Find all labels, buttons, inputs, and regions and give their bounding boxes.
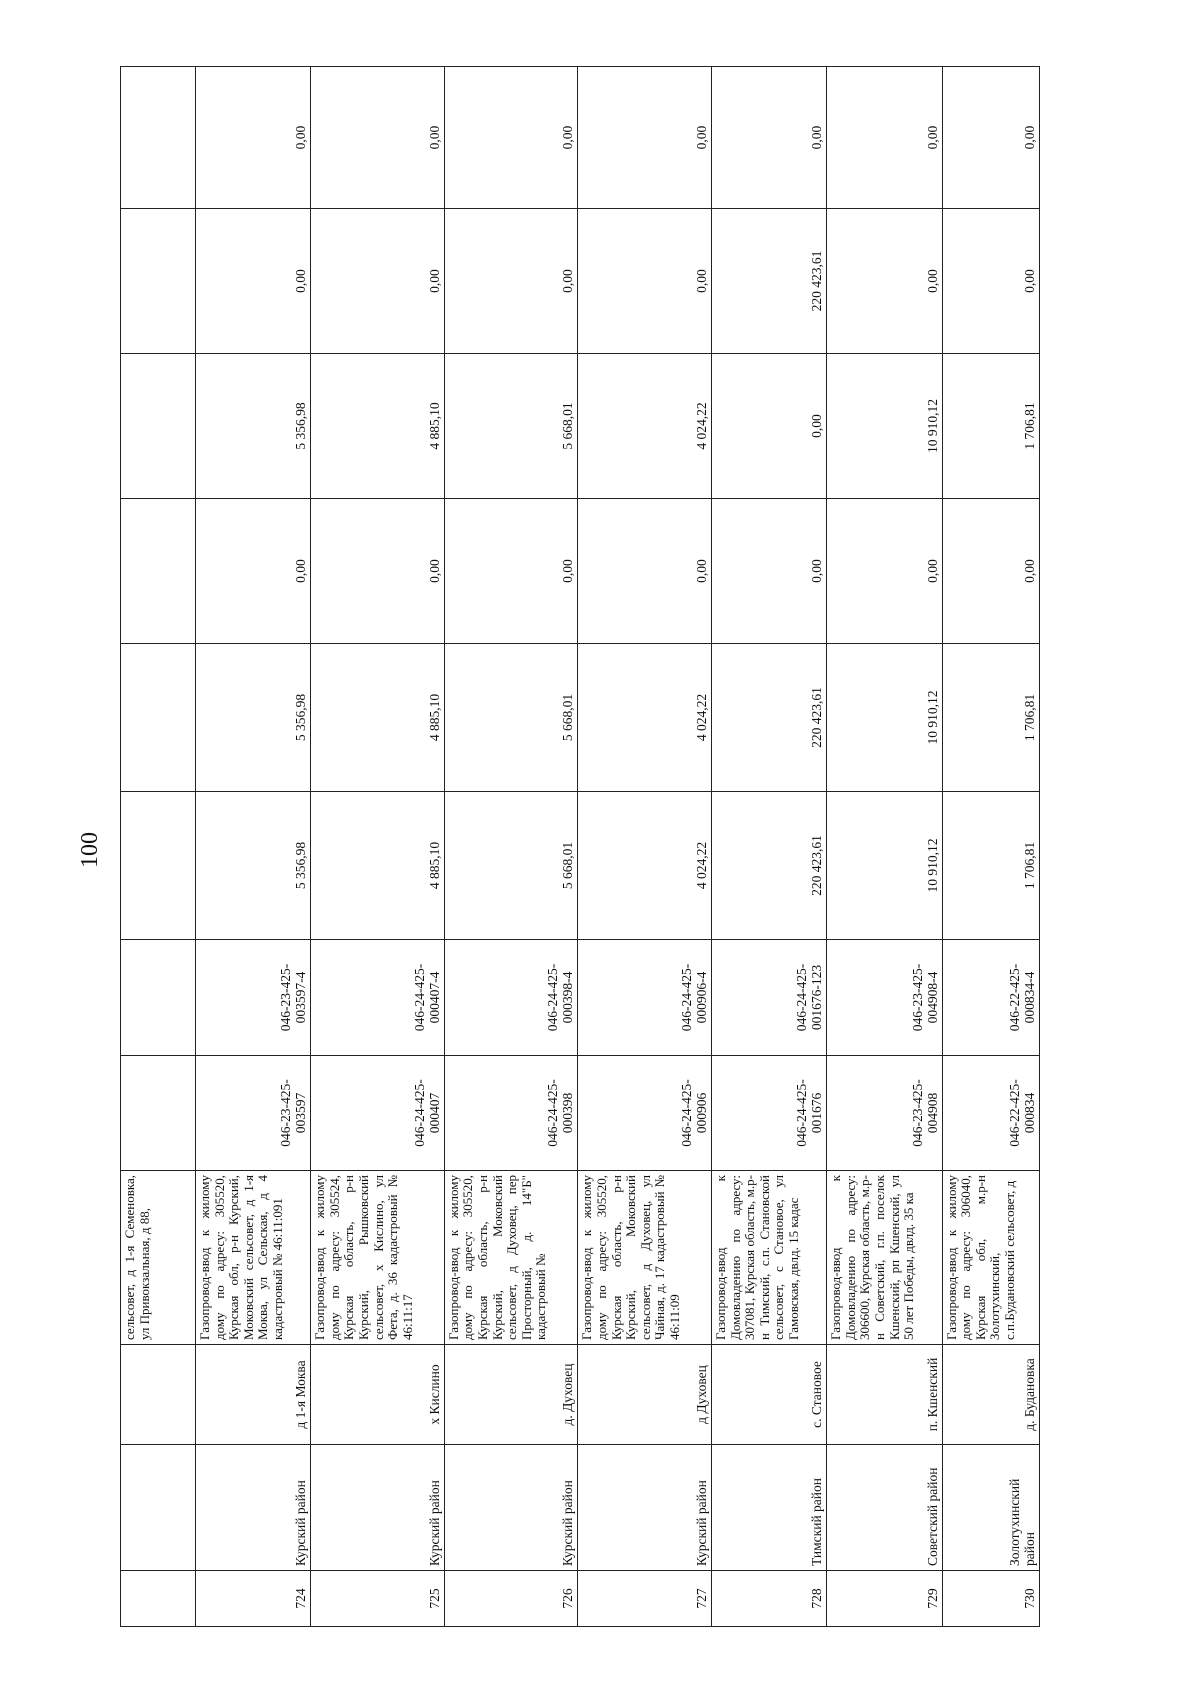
description-cell: Газопровод-ввод к жилому дому по адресу: 305520, Курская область, р-н Курский, Моковский сельсовет, д Духовец, ул Чайная, д. 17 кадастровый № 46:11:09 <box>578 1171 712 1345</box>
table-row <box>444 67 578 1627</box>
code-full-cell: 046-24-425-000398-4 <box>444 940 578 1056</box>
amount-cell: 5 356,98 <box>196 644 311 792</box>
amount-cell: 4 885,10 <box>311 644 445 792</box>
cell <box>121 67 196 209</box>
table-row <box>827 67 942 1627</box>
amount-cell: 0,00 <box>712 499 827 644</box>
code-cell: 046-23-425-003597 <box>196 1056 311 1171</box>
cell <box>121 354 196 499</box>
amount-cell: 0,00 <box>827 499 942 644</box>
amount-cell: 0,00 <box>444 499 578 644</box>
locality-cell: п. Кшенский <box>827 1345 942 1445</box>
code-cell: 046-24-425-000398 <box>444 1056 578 1171</box>
code-full-cell: 046-24-425-001676-123 <box>712 940 827 1056</box>
code-full-cell: 046-22-425-000834-4 <box>942 940 1039 1056</box>
amount-cell: 5 668,01 <box>444 644 578 792</box>
amount-cell: 4 885,10 <box>311 792 445 940</box>
amount-cell: 0,00 <box>827 209 942 354</box>
cell <box>121 792 196 940</box>
row-number: 726 <box>444 1571 578 1627</box>
code-full-cell: 046-24-425-000906-4 <box>578 940 712 1056</box>
table-row <box>196 67 311 1627</box>
page-number: 100 <box>77 832 103 868</box>
cell <box>121 940 196 1056</box>
continuation-description: сельсовет, д 1-я Семеновка, ул Привокзальная, д 88, <box>121 1171 196 1345</box>
amount-cell: 0,00 <box>311 209 445 354</box>
amount-cell: 4 024,22 <box>578 354 712 499</box>
amount-cell: 0,00 <box>311 67 445 209</box>
amount-cell: 4 024,22 <box>578 792 712 940</box>
amount-cell: 5 668,01 <box>444 792 578 940</box>
cell <box>121 1445 196 1571</box>
amount-cell: 0,00 <box>827 67 942 209</box>
amount-cell: 0,00 <box>578 209 712 354</box>
amount-cell: 0,00 <box>712 354 827 499</box>
amount-cell: 5 668,01 <box>444 354 578 499</box>
cell <box>121 209 196 354</box>
district-cell: Золотухинский район <box>942 1445 1039 1571</box>
amount-cell: 0,00 <box>311 499 445 644</box>
locality-cell: д. Будановка <box>942 1345 1039 1445</box>
amount-cell: 4 024,22 <box>578 644 712 792</box>
code-full-cell: 046-23-425-003597-4 <box>196 940 311 1056</box>
amount-cell: 0,00 <box>196 67 311 209</box>
cell <box>121 499 196 644</box>
code-cell: 046-23-425-004908 <box>827 1056 942 1171</box>
amount-cell: 0,00 <box>444 209 578 354</box>
row-number: 727 <box>578 1571 712 1627</box>
code-full-cell: 046-24-425-000407-4 <box>311 940 445 1056</box>
code-cell: 046-24-425-001676 <box>712 1056 827 1171</box>
code-cell: 046-24-425-000906 <box>578 1056 712 1171</box>
amount-cell: 1 706,81 <box>942 792 1039 940</box>
district-cell: Курский район <box>196 1445 311 1571</box>
amount-cell: 220 423,61 <box>712 792 827 940</box>
amount-cell: 220 423,61 <box>712 209 827 354</box>
district-cell: Курский район <box>578 1445 712 1571</box>
amount-cell: 0,00 <box>196 499 311 644</box>
amount-cell: 1 706,81 <box>942 644 1039 792</box>
description-cell: Газопровод-ввод к Домовладению по адресу: 307081, Курская область, м.р-н Тимский, с.п. Становской сельсовет, с Становое, ул Гамовская, двлд. 15 кадас <box>712 1171 827 1345</box>
amount-cell: 0,00 <box>942 67 1039 209</box>
description-cell: Газопровод-ввод к Домовладению по адресу: 306600, Курская область, м.р-н Советский, г.п. поселок Кшенский, рп Кшенский, ул 50 лет Победы, двлд. 35 ка <box>827 1171 942 1345</box>
locality-cell: д 1-я Моква <box>196 1345 311 1445</box>
table-row <box>311 67 445 1627</box>
cell <box>121 1056 196 1171</box>
description-cell: Газопровод-ввод к жилому дому по адресу: 305520, Курская обл, р-н Курский, Моковский сельсовет, д 1-я Моква, ул Сельская, д 4 кадастровый № 46:11:091 <box>196 1171 311 1345</box>
amount-cell: 0,00 <box>942 209 1039 354</box>
rotated-table-wrapper <box>120 67 1040 1627</box>
amount-cell: 10 910,12 <box>827 354 942 499</box>
district-cell: Курский район <box>444 1445 578 1571</box>
row-number: 729 <box>827 1571 942 1627</box>
code-full-cell: 046-23-425-004908-4 <box>827 940 942 1056</box>
row-number: 724 <box>196 1571 311 1627</box>
table-row <box>712 67 827 1627</box>
table-row <box>578 67 712 1627</box>
description-cell: Газопровод-ввод к жилому дому по адресу: 306040, Курская обл, м.р-н Золотухинский, с.п.Будановский сельсовет, д <box>942 1171 1039 1345</box>
locality-cell: д. Духовец <box>444 1345 578 1445</box>
amount-cell: 0,00 <box>444 67 578 209</box>
amount-cell: 1 706,81 <box>942 354 1039 499</box>
locality-cell: д Духовец <box>578 1345 712 1445</box>
gas-pipeline-table <box>120 66 1040 1627</box>
code-cell: 046-22-425-000834 <box>942 1056 1039 1171</box>
amount-cell: 0,00 <box>578 67 712 209</box>
amount-cell: 10 910,12 <box>827 644 942 792</box>
district-cell: Курский район <box>311 1445 445 1571</box>
cell <box>121 1571 196 1627</box>
description-cell: Газопровод-ввод к жилому дому по адресу: 305520, Курская область, р-н Курский, Моковский сельсовет, д Духовец, пер Просторный, д. 14"Б" кадастровый № <box>444 1171 578 1345</box>
district-cell: Советский район <box>827 1445 942 1571</box>
amount-cell: 0,00 <box>196 209 311 354</box>
amount-cell: 4 885,10 <box>311 354 445 499</box>
amount-cell: 0,00 <box>578 499 712 644</box>
code-cell: 046-24-425-000407 <box>311 1056 445 1171</box>
cell <box>121 644 196 792</box>
row-number: 730 <box>942 1571 1039 1627</box>
row-number: 728 <box>712 1571 827 1627</box>
description-cell: Газопровод-ввод к жилому дому по адресу: 305524, Курская область, р-н Курский, Рышковский сельсовет, х Кислино, ул Фета, д. 36 кадастровый № 46:11:17 <box>311 1171 445 1345</box>
row-number: 725 <box>311 1571 445 1627</box>
amount-cell: 0,00 <box>712 67 827 209</box>
amount-cell: 220 423,61 <box>712 644 827 792</box>
amount-cell: 5 356,98 <box>196 792 311 940</box>
locality-cell: х Кислино <box>311 1345 445 1445</box>
amount-cell: 5 356,98 <box>196 354 311 499</box>
locality-cell: с. Становое <box>712 1345 827 1445</box>
amount-cell: 10 910,12 <box>827 792 942 940</box>
cell <box>121 1345 196 1445</box>
continuation-row <box>121 67 196 1627</box>
table-row <box>942 67 1039 1627</box>
amount-cell: 0,00 <box>942 499 1039 644</box>
district-cell: Тимский район <box>712 1445 827 1571</box>
